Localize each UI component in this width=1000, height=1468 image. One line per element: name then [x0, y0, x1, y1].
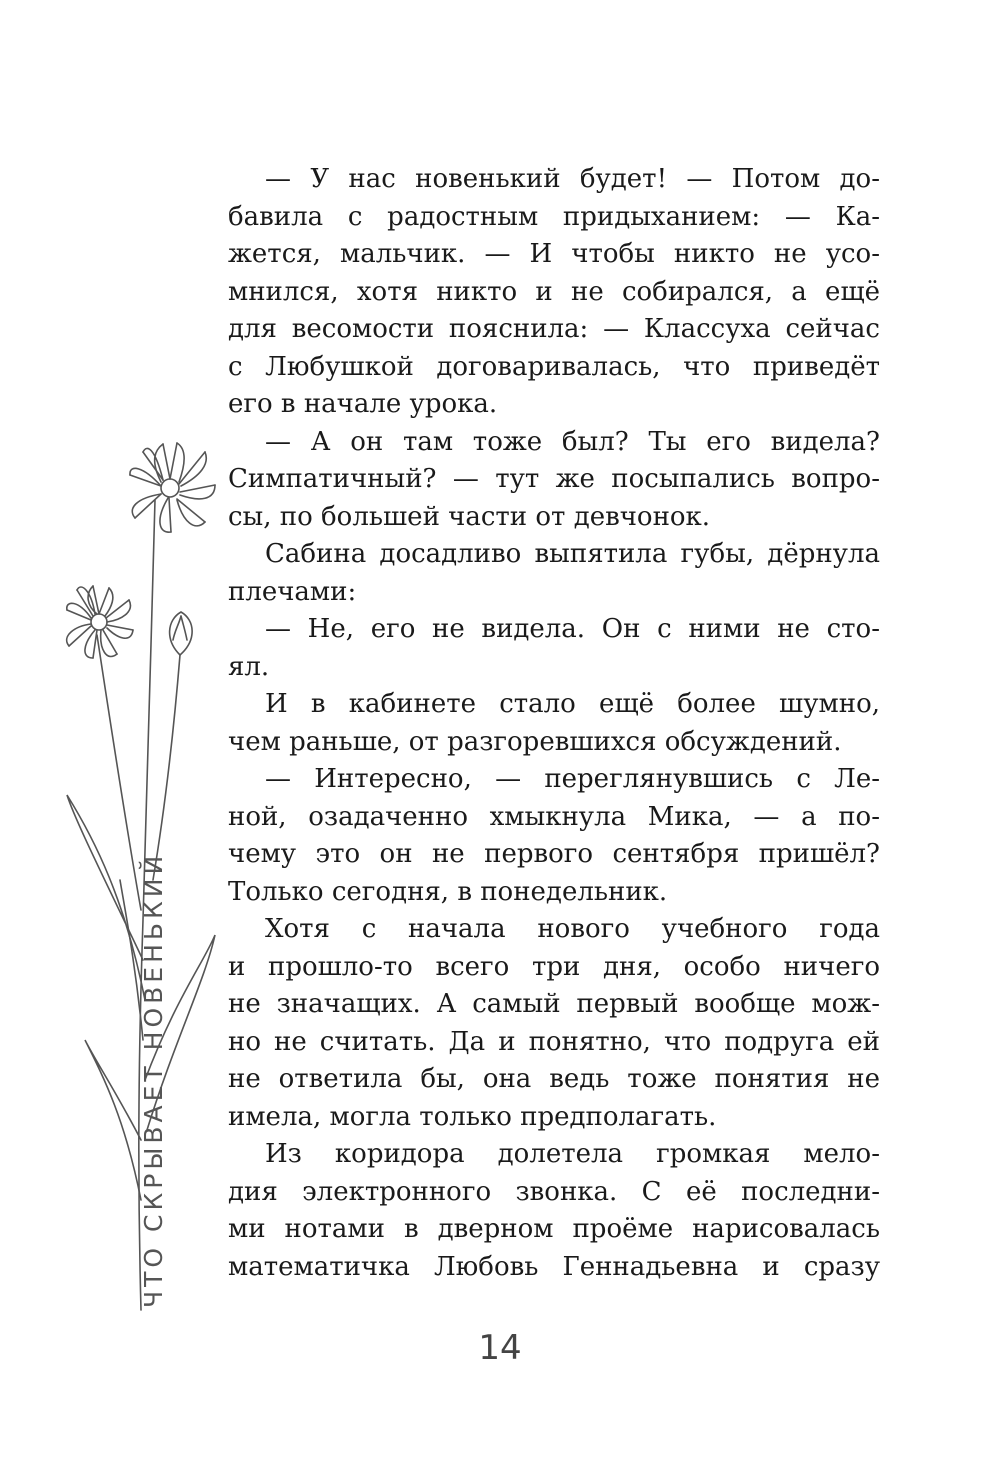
- text-line: ял.: [228, 651, 270, 682]
- text-line: ми нотами в дверном проёме нарисовалась: [228, 1214, 880, 1244]
- text-line: чем раньше, от разгоревшихся обсуждений.: [228, 726, 842, 757]
- text-line: И в кабинете стало ещё более шумно,: [265, 689, 880, 719]
- text-line: математичка Любовь Геннадьевна и сразу: [228, 1251, 880, 1282]
- body-text: [228, 161, 880, 1286]
- text-line: дия электронного звонка. С её последни-: [228, 1176, 880, 1207]
- text-line: его в начале урока.: [228, 389, 498, 419]
- text-line: бавила с радостным придыханием: — Ка-: [228, 201, 880, 232]
- text-line: Хотя с начала нового учебного года: [265, 914, 880, 944]
- running-head: ЧТО СКРЫВАЕТ НОВЕНЬКИЙ: [139, 851, 168, 1308]
- text-line: с Любушкой договаривалась, что приведёт: [228, 351, 880, 382]
- text-line: сы, по большей части от девчонок.: [228, 501, 711, 532]
- page-number: 14: [478, 1328, 522, 1368]
- text-line: — А он там тоже был? Ты его видела?: [265, 426, 880, 457]
- text-line: Из коридора долетела громкая мело-: [265, 1139, 880, 1169]
- text-line: и прошло-то всего три дня, особо ничего: [228, 951, 880, 982]
- text-line: не ответила бы, она ведь тоже понятия не: [228, 1064, 880, 1094]
- text-line: не значащих. А самый первый вообще мож-: [228, 989, 880, 1019]
- text-line: Только сегодня, в понедельник.: [228, 876, 668, 907]
- text-line: ной, озадаченно хмыкнула Мика, — а по-: [228, 801, 880, 832]
- text-line: но не считать. Да и понятно, что подруга ей: [228, 1026, 880, 1057]
- text-line: Симпатичный? — тут же посыпались вопро-: [228, 464, 880, 494]
- text-line: — У нас новенький будет! — Потом до-: [265, 164, 880, 194]
- text-line: Сабина досадливо выпятила губы, дёрнула: [265, 539, 880, 569]
- text-line: чему это он не первого сентября пришёл?: [228, 839, 880, 869]
- text-line: — Интересно, — переглянувшись с Ле-: [265, 764, 880, 794]
- text-line: жется, мальчик. — И чтобы никто не усо-: [228, 239, 880, 269]
- text-line: имела, могла только предполагать.: [228, 1101, 717, 1132]
- text-line: для весомости пояснила: — Классуха сейчас: [228, 314, 880, 344]
- text-line: мнился, хотя никто и не собирался, а ещё: [228, 276, 880, 307]
- text-line: — Не, его не видела. Он с ними не сто-: [265, 614, 880, 644]
- text-line: плечами:: [228, 576, 357, 607]
